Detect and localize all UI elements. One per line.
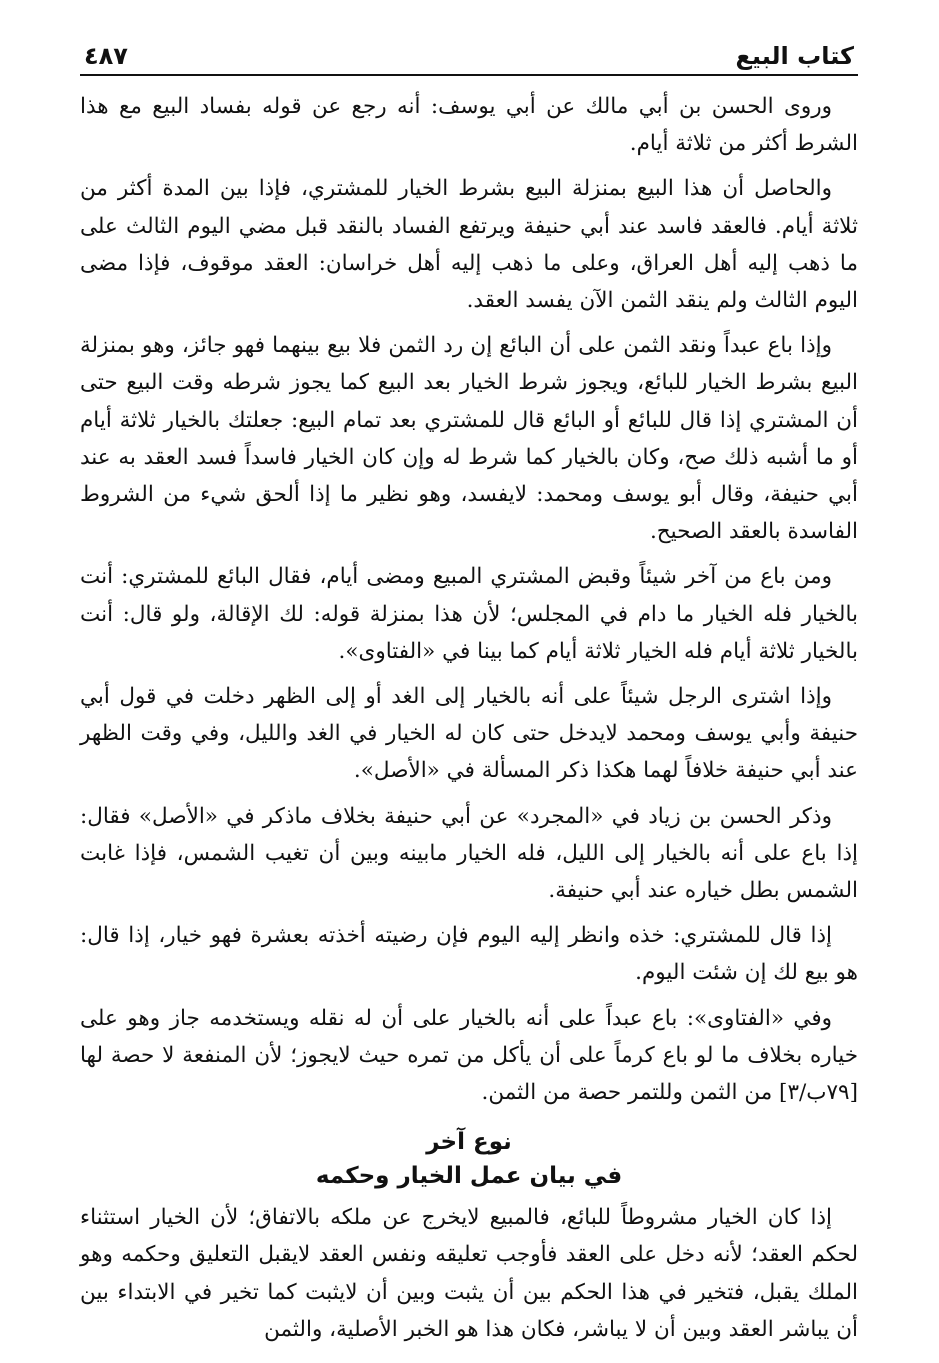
paragraph: وإذا اشترى الرجل شيئاً على أنه بالخيار إلى الغد أو إلى الظهر دخلت في قول أبي حنيفة وأبي يوسف ومحمد لايدخل حتى كان له الخيار في الغد والليل، وفي وقت الظهر عند أبي حنيفة خلافاً لهما هكذا ذكر المسألة في «الأصل». bbox=[80, 684, 858, 784]
paragraph: إذا قال للمشتري: خذه وانظر إليه اليوم فإن رضيته أخذته بعشرة فهو خيار، إذا قال: هو بيع لك إن شئت اليوم. bbox=[80, 923, 858, 986]
section-subheading: في بيان عمل الخيار وحكمه bbox=[315, 1163, 623, 1190]
paragraph: وفي «الفتاوى»: باع عبداً على أنه بالخيار على أن له نقله ويستخدمه جاز وهو على خياره بخلاف ما لو باع كرماً على أن يأكل من تمره حيث لايجوز؛ لأن المنفعة لا حصة لها [٧٩ب/٣] من الثمن وللتمر حصة من الثمن. bbox=[80, 1005, 858, 1106]
document-page bbox=[80, 30, 858, 1356]
paragraph: وذكر الحسن بن زياد في «المجرد» عن أبي حنيفة بخلاف ماذكر في «الأصل» فقال: إذا باع على أنه بالخيار إلى الليل، فله الخيار مابينه وبين أن تغيب الشمس، فإذا غابت الشمس بطل خياره عند أبي حنيفة. bbox=[80, 803, 858, 904]
paragraph: وروى الحسن بن أبي مالك عن أبي يوسف: أنه رجع عن قوله بفساد البيع مع هذا الشرط أكثر من ثلاثة أيام. bbox=[80, 94, 858, 157]
header-divider bbox=[80, 74, 858, 76]
paragraph: ومن باع من آخر شيئاً وقبض المشتري المبيع ومضى أيام، فقال البائع للمشتري: أنت بالخيار فله الخيار ما دام في المجلس؛ لأن هذا بمنزلة قوله: لك الإقالة، ولو قال: أنت بالخيار ثلاثة أيام فله الخيار ثلاثة أيام كما بينا في «الفتاوى». bbox=[80, 564, 858, 664]
section-heading: نوع آخر bbox=[426, 1129, 512, 1156]
page-header bbox=[80, 30, 858, 74]
paragraph: إذا كان الخيار مشروطاً للبائع، فالمبيع لايخرج عن ملكه بالاتفاق؛ لأن الخيار استثناء لحكم العقد؛ لأنه دخل على العقد فأوجب تعليقه ونفس العقد لايقبل التعليق وحكمه وهو الملك يقبل، فتخير في هذا الحكم بين أن يثبت وبين أن لايثبت كما تخير في الابتداء بين أن يباشر العقد وبين أن لا يباشر، فكان هذا هو الخبر الأصلية، والثمن bbox=[80, 1205, 858, 1342]
paragraph: والحاصل أن هذا البيع بمنزلة البيع بشرط الخيار للمشتري، فإذا بين المدة أكثر من ثلاثة أيام. فالعقد فاسد عند أبي حنيفة ويرتفع الفساد بالنقد قبل مضي اليوم الثالث على ما ذهب إليه أهل العراق، وعلى ما ذهب إليه أهل خراسان: العقد موقوف، فإذا مضى اليوم الثالث ولم ينقد الثمن الآن يفسد العقد. bbox=[80, 176, 858, 314]
body-text bbox=[80, 88, 858, 1348]
page-number: ٤٨٧ bbox=[84, 42, 128, 70]
paragraph: وإذا باع عبداً ونقد الثمن على أن البائع إن رد الثمن فلا بيع بينهما فهو جائز، وهو بمنزلة البيع بشرط الخيار للبائع، ويجوز شرط الخيار بعد البيع كما يجوز شرطه وقت البيع حتى أن المشتري إذا قال للبائع أو البائع قال للمشتري بعد تمام البيع: جعلتك بالخيار ثلاثة أيام أو ما أشبه ذلك صح، وكان بالخيار كما شرط له وإن كان الخيار فاسداً فسد العقد به عند أبي حنيفة، وقال أبو يوسف ومحمد: لايفسد، وهو نظير ما إذا ألحق شيء من الشروط الفاسدة بالعقد الصحيح. bbox=[80, 333, 858, 545]
running-title: كتاب البيع bbox=[735, 42, 854, 70]
